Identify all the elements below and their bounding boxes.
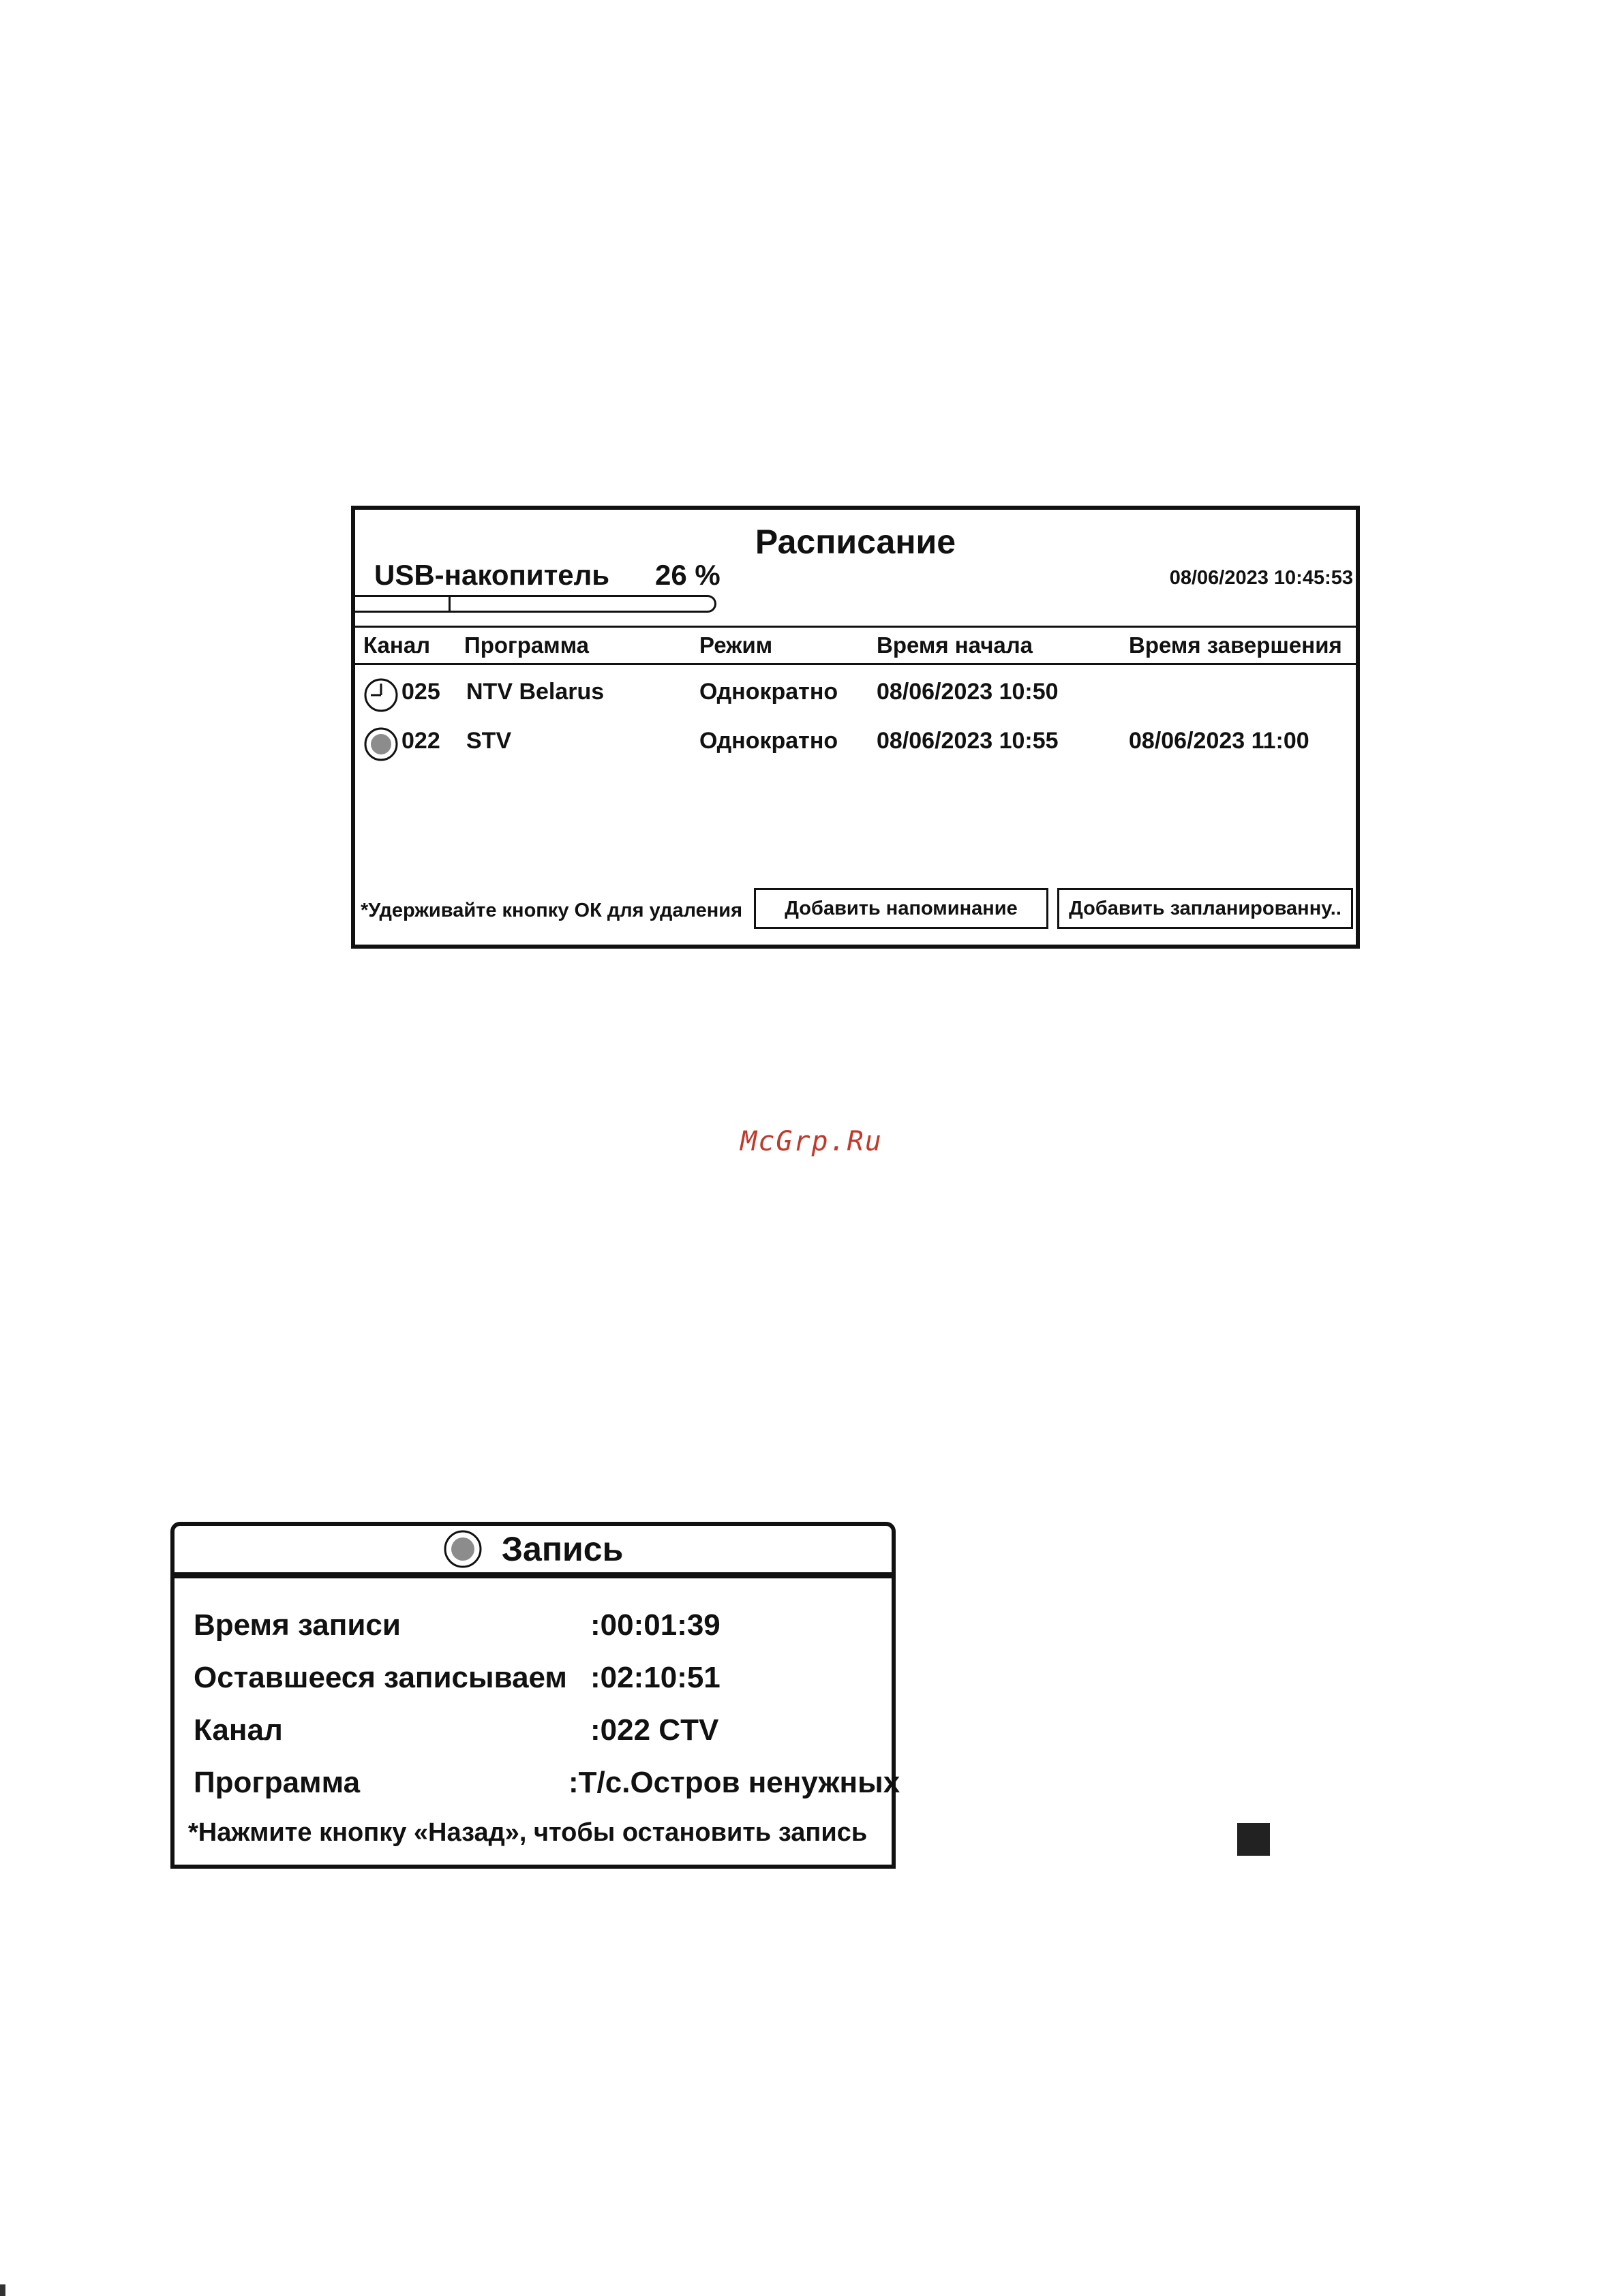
- delete-hint: *Удерживайте кнопку ОК для удаления: [361, 900, 743, 921]
- column-header-program: Программа: [464, 632, 590, 658]
- recording-info-panel: [170, 1574, 900, 1869]
- column-header-start-time: Время начала: [877, 632, 1033, 658]
- row-channel: 022: [401, 728, 440, 754]
- schedule-title: Расписание: [755, 523, 956, 561]
- remaining-time-label: Оставшееся записываем: [194, 1661, 567, 1694]
- recording-header: [170, 1522, 896, 1576]
- column-header-end-time: Время завершения: [1129, 632, 1342, 658]
- record-icon: [443, 1529, 483, 1569]
- row-mode: Однократно: [699, 728, 838, 754]
- add-scheduled-recording-button[interactable]: Добавить запланированну..: [1057, 888, 1353, 929]
- record-time-value: :00:01:39: [590, 1608, 721, 1642]
- stop-recording-hint: *Нажмите кнопку «Назад», чтобы остановить запись: [188, 1818, 868, 1847]
- usb-storage-progress-fill: [355, 597, 451, 611]
- program-value: :Т/с.Остров ненужных: [568, 1766, 900, 1799]
- record-time-label: Время записи: [194, 1608, 401, 1642]
- row-start-time: 08/06/2023 10:50: [877, 679, 1059, 705]
- usb-storage-progress-bar: [355, 595, 716, 613]
- table-row[interactable]: [355, 671, 1356, 718]
- row-start-time: 08/06/2023 10:55: [877, 728, 1059, 754]
- program-label: Программа: [194, 1766, 361, 1799]
- row-program: NTV Belarus: [466, 679, 605, 705]
- watermark: McGrp.Ru: [740, 1126, 883, 1157]
- channel-value: :022 CTV: [590, 1713, 719, 1747]
- column-header-channel: Канал: [363, 632, 431, 658]
- record-icon: [363, 726, 399, 762]
- current-datetime: 08/06/2023 10:45:53: [1169, 567, 1353, 589]
- header-top-divider: [355, 626, 1356, 628]
- channel-label: Канал: [194, 1713, 283, 1747]
- row-mode: Однократно: [699, 679, 838, 705]
- remaining-time-value: :02:10:51: [590, 1661, 721, 1694]
- row-end-time: 08/06/2023 11:00: [1129, 728, 1309, 754]
- page-corner-mark: [0, 2284, 5, 2296]
- recording-title: Запись: [501, 1530, 624, 1568]
- schedule-panel: [351, 506, 1360, 949]
- table-row[interactable]: [355, 720, 1356, 767]
- usb-storage-label: USB-накопитель: [374, 559, 610, 591]
- row-channel: 025: [401, 679, 440, 705]
- square-icon: [1237, 1823, 1270, 1856]
- add-reminder-button[interactable]: Добавить напоминание: [754, 888, 1048, 929]
- usb-storage-percent: 26 %: [655, 559, 721, 591]
- timer-icon: [363, 677, 399, 713]
- column-header-mode: Режим: [699, 632, 773, 658]
- header-bottom-divider: [355, 663, 1356, 665]
- row-program: STV: [466, 728, 512, 754]
